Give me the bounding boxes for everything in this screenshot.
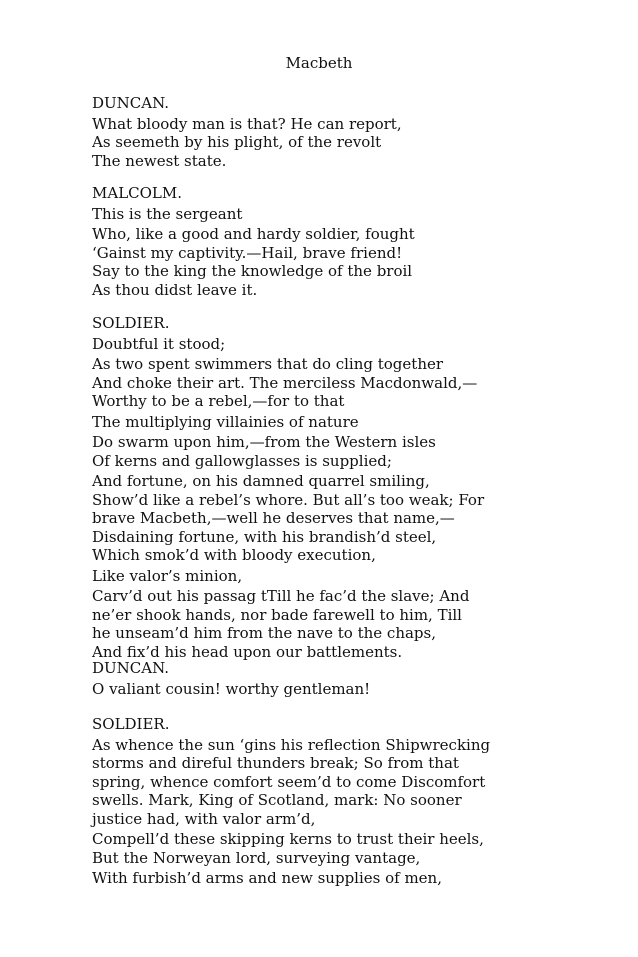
verse-line: And fix’d his head upon our battlements. xyxy=(92,642,403,661)
verse-line: Worthy to be a rebel,—for to that xyxy=(92,392,345,410)
verse-line: justice had, with valor arm’d, xyxy=(92,809,316,828)
verse-line: Say to the king the knowledge of the broil xyxy=(92,262,413,280)
verse-line: Carv’d out his passag tTill he fac’d the slave; And xyxy=(92,587,470,605)
verse-line: Who, like a good and hardy soldier, fought xyxy=(92,225,415,243)
verse-line: With furbish’d arms and new supplies of men, xyxy=(92,869,442,887)
verse-line: Like valor’s minion, xyxy=(92,566,243,585)
speech-block xyxy=(92,94,612,170)
verse-line: Do swarm upon him,—from the Western isles xyxy=(92,433,436,451)
verse-line: Which smok’d with bloody execution, xyxy=(92,546,376,564)
verse-line: The multiplying villainies of nature xyxy=(92,412,359,431)
verse-line: And fortune, on his damned quarrel smiling, xyxy=(92,472,430,490)
verse-line: spring, whence comfort seem’d to come Discomfort xyxy=(92,772,486,791)
speech-block xyxy=(92,314,612,661)
verse-line: As two spent swimmers that do cling together xyxy=(92,355,444,373)
verse-line: The newest state. xyxy=(92,151,227,170)
page-header-title: Macbeth xyxy=(285,54,353,72)
verse-line: swells. Mark, King of Scotland, mark: No sooner xyxy=(92,791,462,809)
verse-line: Compell’d these skipping kerns to trust their heels, xyxy=(92,830,484,848)
speech-block xyxy=(92,659,612,698)
speaker-name: MALCOLM. xyxy=(92,184,183,202)
verse-line: Of kerns and gallowglasses is supplied; xyxy=(92,451,392,470)
speaker-name: DUNCAN. xyxy=(92,659,170,677)
verse-line: brave Macbeth,—well he deserves that name,— xyxy=(92,509,455,527)
speaker-name: DUNCAN. xyxy=(92,94,170,112)
speech-block xyxy=(92,184,612,299)
verse-line: Doubtful it stood; xyxy=(92,334,226,353)
verse-line: But the Norweyan lord, surveying vantage, xyxy=(92,848,421,867)
verse-line: And choke their art. The merciless Macdonwald,— xyxy=(92,373,478,392)
speech-block xyxy=(92,715,612,888)
verse-line: Disdaining fortune, with his brandish’d steel, xyxy=(92,527,437,546)
verse-line: As thou didst leave it. xyxy=(92,280,258,299)
verse-line: ne’er shook hands, nor bade farewell to him, Till xyxy=(92,605,462,624)
verse-line: Show’d like a rebel’s whore. But all’s too weak; For xyxy=(92,490,485,509)
verse-line: This is the sergeant xyxy=(92,204,243,223)
verse-line: As seemeth by his plight, of the revolt xyxy=(92,133,382,151)
verse-line: storms and direful thunders break; So from that xyxy=(92,754,459,772)
verse-line: As whence the sun ‘gins his reflection Shipwrecking xyxy=(92,735,491,754)
speaker-name: SOLDIER. xyxy=(92,314,170,332)
verse-line: ‘Gainst my captivity.—Hail, brave friend! xyxy=(92,243,403,262)
speaker-name: SOLDIER. xyxy=(92,715,170,733)
verse-line: he unseam’d him from the nave to the chaps, xyxy=(92,624,436,642)
verse-line: O valiant cousin! worthy gentleman! xyxy=(92,679,371,698)
verse-line: What bloody man is that? He can report, xyxy=(92,114,402,133)
